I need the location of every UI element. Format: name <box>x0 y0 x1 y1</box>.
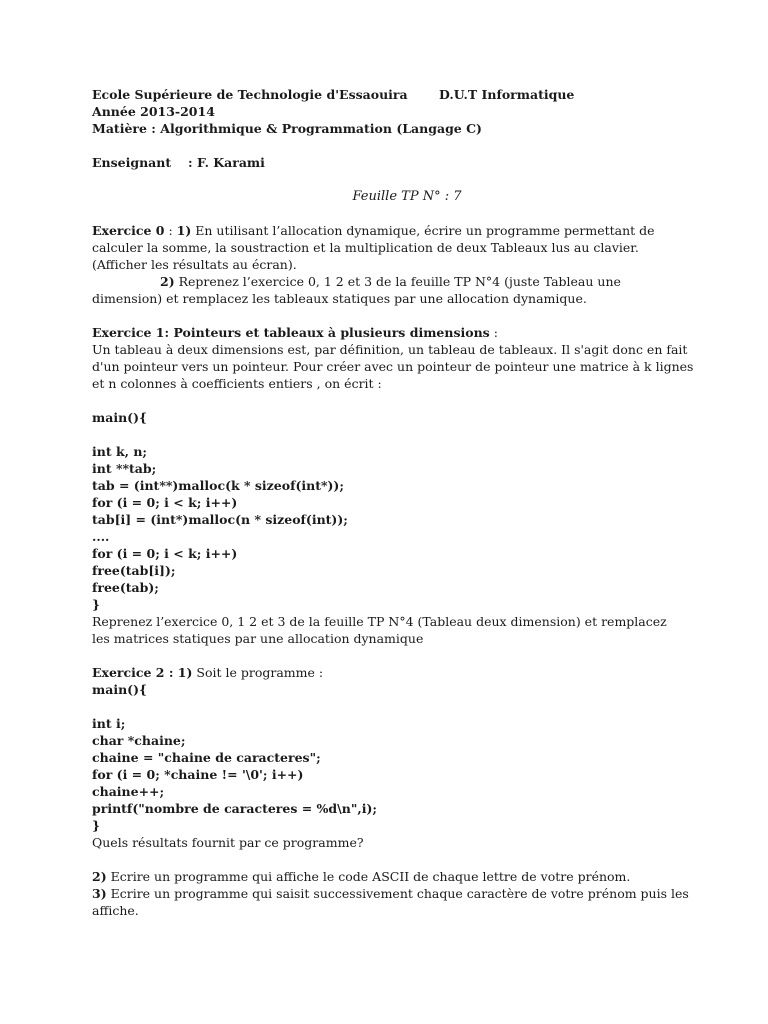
code-line: chaine = "chaine de caracteres"; <box>92 750 321 765</box>
code-line: free(tab[i]); <box>92 563 176 578</box>
exercise-2-q2-line <box>92 868 682 885</box>
exercise-0-line-1 <box>92 222 682 239</box>
exercise-1-outro-1: Reprenez l’exercice 0, 1 2 et 3 de la feuille TP N°4 (Tableau deux dimension) et remplacez <box>92 614 667 629</box>
exercise-2-q3-text: Ecrire un programme qui saisit successivement chaque caractère de votre prénom puis les <box>106 886 689 901</box>
code-line: .... <box>92 529 110 544</box>
code-line: free(tab); <box>92 580 159 595</box>
school-name: Ecole Supérieure de Technologie d'Essaouira <box>92 87 408 102</box>
exercise-1-heading-tail: : <box>489 325 498 340</box>
exercise-2-q2-text: Ecrire un programme qui affiche le code ASCII de chaque lettre de votre prénom. <box>106 869 631 884</box>
document-page <box>92 86 694 919</box>
exercise-1-heading: Exercice 1: Pointeurs et tableaux à plusieurs dimensions <box>92 325 490 340</box>
exercise-2-q3-number: 3) <box>92 886 107 901</box>
code-line: for (i = 0; *chaine != '\0'; i++) <box>92 767 304 782</box>
teacher-name: : F. Karami <box>188 155 265 170</box>
exercise-0-q2-number: 2) <box>160 274 175 289</box>
code-line: tab = (int**)malloc(k * sizeof(int*)); <box>92 478 344 493</box>
code-line: } <box>92 597 101 612</box>
header-row <box>92 86 682 103</box>
teacher-line <box>92 154 682 171</box>
code-line: chaine++; <box>92 784 165 799</box>
program-name: D.U.T Informatique <box>439 87 575 102</box>
code-line: for (i = 0; i < k; i++) <box>92 546 238 561</box>
academic-year: Année 2013-2014 <box>92 104 215 119</box>
exercise-2-q3-line-1 <box>92 885 689 902</box>
exercise-1-intro-3: et n colonnes à coefficients entiers , on écrit : <box>92 376 382 391</box>
exercise-0-line-2: calculer la somme, la soustraction et la multiplication de deux Tableaux lus au clavier. <box>92 240 639 255</box>
exercise-2-question: Quels résultats fournit par ce programme? <box>92 835 364 850</box>
code-line: char *chaine; <box>92 733 186 748</box>
exercise-2-code-start: main(){ <box>92 682 148 697</box>
exercise-1-intro-2: d'un pointeur vers un pointeur. Pour créer avec un pointeur de pointeur une matrice à k lignes <box>92 359 694 374</box>
sheet-title: Feuille TP N° : 7 <box>352 189 462 204</box>
exercise-2-q2-number: 2) <box>92 869 107 884</box>
code-line: int k, n; <box>92 444 148 459</box>
exercise-0-q2-line-1 <box>92 273 682 290</box>
exercise-1-code-start: main(){ <box>92 410 148 425</box>
exercise-2-heading-line <box>92 664 682 681</box>
code-line: for (i = 0; i < k; i++) <box>92 495 238 510</box>
exercise-0-q2-line-2: dimension) et remplacez les tableaux statiques par une allocation dynamique. <box>92 291 587 306</box>
code-line: tab[i] = (int*)malloc(n * sizeof(int)); <box>92 512 348 527</box>
exercise-2-q3-line-2: affiche. <box>92 903 139 918</box>
exercise-0-separator: : <box>164 223 177 238</box>
code-line: int i; <box>92 716 126 731</box>
exercise-1-intro-1: Un tableau à deux dimensions est, par définition, un tableau de tableaux. Il s'agit donc en fait <box>92 342 688 357</box>
exercise-0-q1-text: En utilisant l’allocation dynamique, écrire un programme permettant de <box>191 223 655 238</box>
exercise-1-outro-2: les matrices statiques par une allocation dynamique <box>92 631 424 646</box>
exercise-2-heading: Exercice 2 : 1) <box>92 665 193 680</box>
subject: Matière : Algorithmique & Programmation (Langage C) <box>92 121 482 136</box>
exercise-0-q2-text: Reprenez l’exercice 0, 1 2 et 3 de la feuille TP N°4 (juste Tableau une <box>174 274 621 289</box>
code-line: int **tab; <box>92 461 157 476</box>
exercise-2-heading-tail: Soit le programme : <box>192 665 324 680</box>
teacher-label: Enseignant <box>92 155 172 170</box>
code-line: printf("nombre de caracteres = %d\n",i); <box>92 801 377 816</box>
exercise-0-q1-number: 1) <box>176 223 192 238</box>
exercise-1-heading-line <box>92 324 682 341</box>
exercise-0-heading: Exercice 0 <box>92 223 165 238</box>
exercise-0-line-3: (Afficher les résultats au écran). <box>92 257 297 272</box>
code-line: } <box>92 818 101 833</box>
